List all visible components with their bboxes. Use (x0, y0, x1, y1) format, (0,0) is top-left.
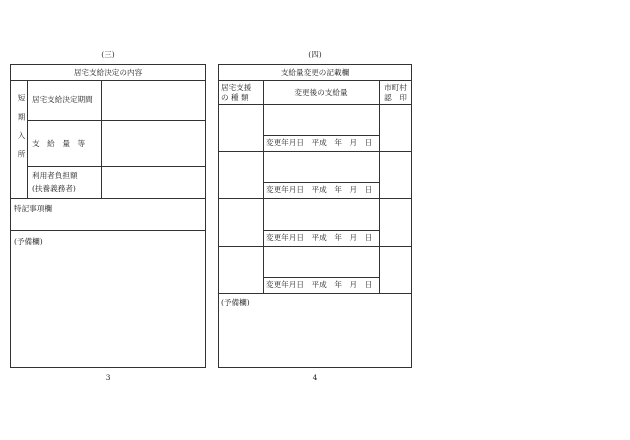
supporter-label: (扶養義務者) (32, 184, 76, 193)
amount-value-cell[interactable] (102, 121, 205, 165)
special-notes-label: 特記事項欄 (14, 204, 52, 213)
left-section-number: (三) (101, 50, 115, 59)
left-reserve-label: (予備欄) (14, 237, 43, 246)
block4-bottom (218, 293, 412, 294)
change-date-4: 変更年月日 平成 年 月 日 (266, 280, 373, 289)
right-col-divider-1 (263, 80, 264, 294)
right-page-number: 4 (312, 373, 318, 382)
type-column-header-2: の 種 類 (221, 93, 249, 102)
amount-label: 支 給 量 等 (32, 139, 86, 148)
stamp-column-header: 認 印 (384, 93, 407, 102)
block1-bottom (218, 151, 412, 152)
left-row-divider-4 (10, 230, 206, 231)
city-column-header: 市町村 (384, 83, 407, 92)
right-section-number: (四) (308, 50, 322, 59)
block4-inner-divider (263, 277, 379, 278)
block3-inner-divider (263, 230, 379, 231)
left-page-number: 3 (105, 373, 111, 382)
type-column-header: 居宅支援 (221, 83, 252, 92)
change-date-1: 変更年月日 平成 年 月 日 (266, 138, 373, 147)
left-label-column-divider (27, 80, 28, 198)
change-date-3: 変更年月日 平成 年 月 日 (266, 233, 373, 242)
left-row-divider-3 (10, 198, 206, 199)
period-value-cell[interactable] (102, 81, 205, 119)
block2-inner-divider (263, 182, 379, 183)
period-label: 居宅支給決定期間 (32, 95, 93, 104)
burden-label: 利用者負担額 (32, 171, 78, 180)
block3-bottom (218, 246, 412, 247)
right-colheader-divider (218, 104, 412, 105)
block1-inner-divider (263, 135, 379, 136)
right-header-divider (218, 80, 412, 81)
right-col-divider-2 (379, 80, 380, 294)
short-stay-vertical-label: 短期入所 (17, 94, 26, 169)
right-form-table (218, 64, 412, 368)
right-header-title: 支給量変更の記載欄 (280, 68, 350, 77)
change-date-2: 変更年月日 平成 年 月 日 (266, 185, 373, 194)
right-reserve-label: (予備欄) (221, 298, 250, 307)
burden-value-cell[interactable] (102, 167, 205, 197)
amount-column-header: 変更後の支給量 (294, 88, 348, 97)
left-header-title: 居宅支給決定の内容 (73, 68, 143, 77)
block2-bottom (218, 198, 412, 199)
